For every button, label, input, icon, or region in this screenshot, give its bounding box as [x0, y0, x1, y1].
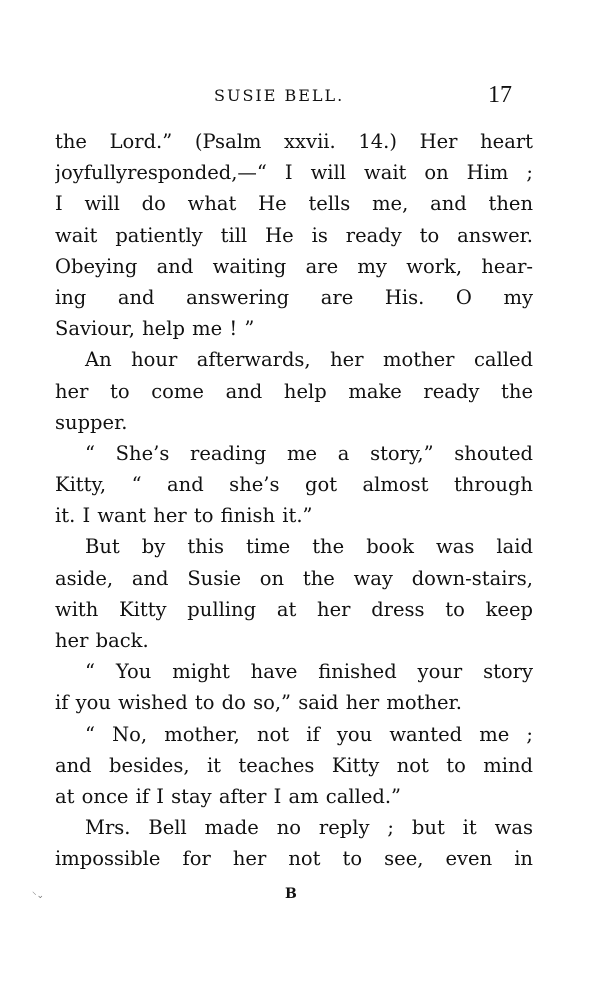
text-line: her to come and help make ready the — [55, 379, 533, 403]
text-line: it. I want her to finish it.” — [55, 504, 313, 528]
text-line: if you wished to do so,” said her mother. — [55, 691, 462, 715]
text-line: “ She’s reading me a story,” shouted — [85, 441, 533, 465]
text-line: aside, and Susie on the way down-stairs, — [55, 566, 533, 590]
text-line: Mrs. Bell made no reply ; but it was — [85, 816, 533, 840]
text-line: her back. — [55, 629, 149, 652]
running-head — [0, 82, 605, 112]
text-line: I will do what He tells me, and then — [55, 192, 533, 216]
signature-mark: B — [285, 886, 297, 902]
page-number: 17 — [488, 82, 512, 108]
ink-smudge: ⸌⌄ — [32, 891, 45, 901]
text-line: An hour afterwards, her mother called — [85, 348, 533, 372]
text-line: joyfullyresponded,—“ I will wait on Him ; — [55, 161, 533, 185]
text-line: “ You might have finished your story — [85, 660, 533, 684]
text-line: wait patiently till He is ready to answer. — [55, 223, 533, 247]
text-line: the Lord.” (Psalm xxvii. 14.) Her heart — [55, 130, 533, 153]
text-line: impossible for her not to see, even in — [55, 847, 533, 871]
text-line: But by this time the book was laid — [85, 535, 533, 559]
text-line: ing and answering are His. O my — [55, 285, 533, 309]
text-line: Obeying and waiting are my work, hear- — [55, 254, 533, 278]
running-title: SUSIE BELL. — [214, 86, 345, 105]
text-line: with Kitty pulling at her dress to keep — [55, 597, 533, 621]
text-line: Kitty, “ and she’s got almost through — [55, 473, 533, 497]
text-line: and besides, it teaches Kitty not to mind — [55, 753, 533, 777]
body-text — [55, 126, 533, 875]
text-line: at once if I stay after I am called.” — [55, 784, 402, 808]
text-line: Saviour, help me ! ” — [55, 317, 255, 341]
text-line: “ No, mother, not if you wanted me ; — [85, 722, 533, 746]
text-line: supper. — [55, 410, 128, 434]
